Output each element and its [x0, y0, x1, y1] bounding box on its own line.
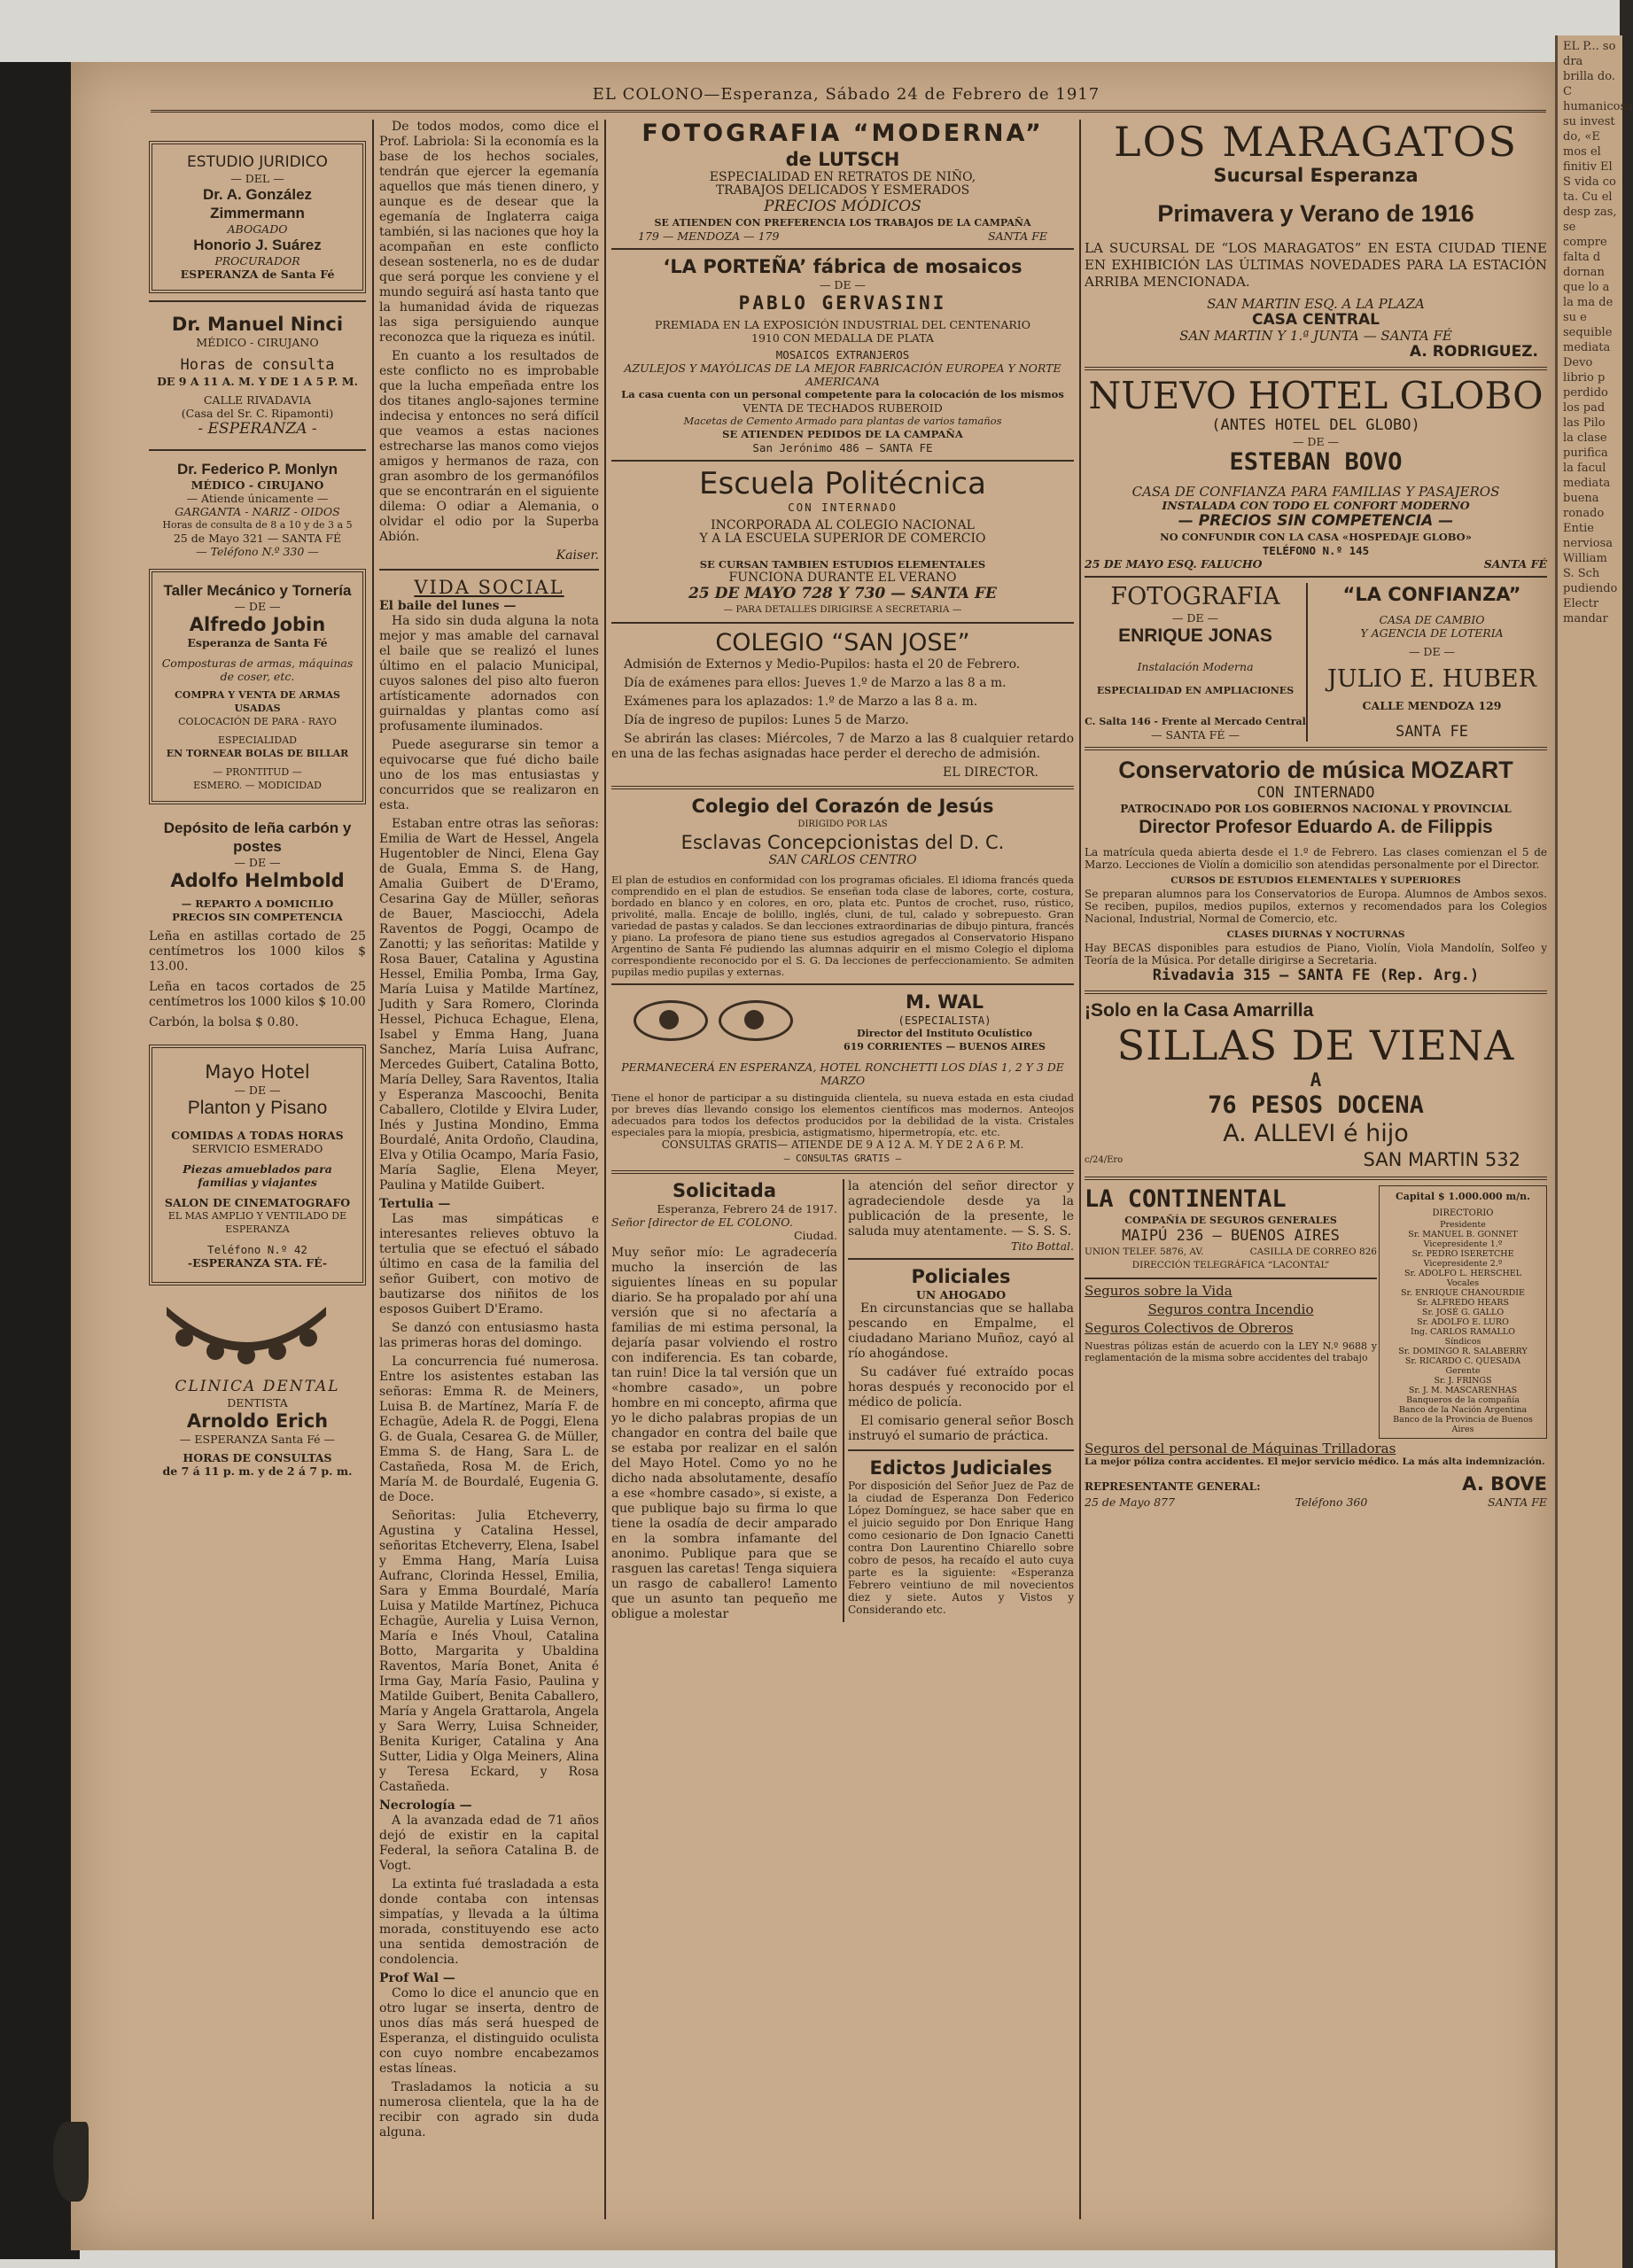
board-member: Sr. ENRIQUE CHANOURDIE: [1401, 1288, 1525, 1298]
board-member: Sr. ADOLFO L. HERSCHEL: [1404, 1269, 1522, 1278]
ad-text: TRABAJOS DELICADOS Y ESMERADOS: [715, 183, 970, 198]
ad-body: El plan de estudios en conformidad con los programas oficiales. El idioma francés queda comprendido en el plan de estudios. Se enseñan toda clase de labores, corte, costura, bordado en blanco y en colores, en oro, plata etc. Puntos de crochet, ruso, rústico, privolité, malla. Encaje de bolillo, inglés, cluni, de tul, calado y sobrepuesto. Gran variedad de pastas y calados. Se dan lecciones extraordinarias de dibujo pintura, francés y piano. La profesora de piano tiene sus estudios agregados al Conservatorio Hispano Argentino de Santa Fé pudiendo las alumnas adquirir en el mismo Colegio el diploma correspondiente reconocido por el S. G. Da lecciones de perfeccionamiento. Se admiten pupilas medio pupilas y externas.: [611, 874, 1074, 978]
ad-text: MÉDICO - CIRUJANO: [196, 336, 319, 349]
ad-los-maragatos: [1085, 120, 1547, 361]
ad-text: Seguros del personal de Máquinas Trilladoras: [1085, 1441, 1396, 1456]
section-title: Policiales: [911, 1266, 1011, 1287]
ad-name: Esclavas Concepcionistas del D. C.: [680, 832, 1005, 853]
ad-title: LOS MARAGATOS: [1114, 118, 1518, 166]
ad-text: Teléfono N.º 42: [207, 1243, 307, 1256]
ad-text: CASILLA DE CORREO 826: [1249, 1247, 1377, 1257]
separator: [1085, 576, 1547, 578]
ad-text: DIRECCIÓN TELEGRÁFICA “LACONTAL”: [1131, 1260, 1330, 1270]
article-date: Esperanza, Febrero 24 de 1917.: [657, 1202, 837, 1216]
subhead: Prof Wal —: [379, 1971, 455, 1985]
ad-name: de LUTSCH: [785, 149, 900, 170]
column-4: [1085, 120, 1547, 1509]
adjacent-page-text: EL P... so dra brilla do. C humanicosa su invest do, «E mos el finitiv El S vida co ta. Cu el desp zas, se compre falta d dornan que lo a la ma de su e sequible mediata Devo librio p perdido los pad las Pilo la clase purifica la facul mediata buena ronado Entie nerviosa William S. Sch pudiendo Electr mandar: [1563, 40, 1633, 625]
column-rule: [372, 120, 374, 2219]
ad-text: PROCURADOR: [214, 254, 300, 268]
ad-text: ESPECIALIDAD EN RETRATOS DE NIÑO,: [709, 170, 976, 184]
ad-title: SILLAS DE VIENA: [1116, 1021, 1515, 1069]
ad-text: de 7 á 11 p. m. y de 2 á 7 p. m.: [162, 1464, 353, 1478]
ad-text: Y AGENCIA DE LOTERIA: [1360, 626, 1504, 640]
board-member: Sr. PEDRO ISERETCHE: [1411, 1249, 1514, 1259]
ad-text: CALLE RIVADAVIA: [203, 393, 312, 407]
ad-name: Arnoldo Erich: [186, 1410, 329, 1432]
ad-text: DIRIGIDO POR LAS: [797, 819, 888, 829]
separator: [149, 300, 366, 302]
ad-text: (ANTES HOTEL DEL GLOBO): [1211, 416, 1420, 434]
ad-text: — DE —: [1171, 611, 1219, 625]
ad-body: Nuestras pólizas están de acuerdo con la LEY N.º 9688 y reglamentación de la misma sobre accidentes del trabajo: [1085, 1340, 1377, 1363]
ad-mayo-hotel: [149, 1045, 366, 1285]
article-text: [379, 120, 599, 563]
board-member: Banqueros de la compañía: [1406, 1395, 1520, 1405]
paragraph: Estaban entre otras las señoras: Emilia de Wart de Hessel, Angela Hugentobler de Ninci, Elena Gay de Guala, Emma S. de Hang, Amalia Guibert de D'Eramo, Cesarina Gay de Müller, señoras de Bauer, Masciocchi, Adela Raventos de Poggi, Ocampo de Zanotti; y las señoritas: Matilde y Rosa Bauer, Catalina y Agustina Hessel, Emilia Pomba, Irma Gay, María Luisa y Matilde Martínez, Judith y Sara Romero, Clorinda Hessel, Pichuca Echague, Elena, Isabel y Emma Hang, Juana Sanchez, María Luisa Aufranc, Mercedes Guibert, Catalina Botto, María Delley, Sara Raventos, Italia y Esperanza Mascoochi, Benita Caballero, Clotilde y Elvira Luder, Inés y Justina Mondino, Emma Bourdalé, Anita Ordoño, Claudina, Elva y Otilia Ocampo, María Fasio, María Saglie, Elena Meyer, Paulina y Matilde Guibert.: [379, 817, 599, 1192]
separator: [611, 248, 1074, 250]
signature: EL DIRECTOR.: [942, 765, 1038, 780]
ad-text: — DE —: [1292, 435, 1340, 448]
separator: [1085, 990, 1547, 994]
ad-title: Taller Mecánico y Tornería: [163, 582, 352, 599]
ad-text: 76 PESOS DOCENA: [1208, 1091, 1424, 1119]
column-2: [379, 120, 599, 2144]
article-text: Ciudad.: [793, 1229, 837, 1242]
vida-social-text: [379, 599, 599, 2140]
ad-text: Primavera y Verano de 1916: [1157, 200, 1474, 227]
ad-text: Carbón, la bolsa $ 0.80.: [149, 1015, 299, 1029]
ad-body: Hay BECAS disponibles para estudios de Piano, Violín, Viola Mandolín, Solfeo y Teoría de la Música. Por detalle dirigirse a Secretaria.: [1085, 942, 1547, 967]
ad-text: — DE —: [234, 856, 281, 869]
separator: [611, 983, 1074, 985]
ad-address: MAIPÚ 236 — BUENOS AIRES: [1122, 1227, 1340, 1245]
ad-text: Horas de consulta de 8 a 10 y de 3 a 5: [162, 519, 353, 531]
ad-fotografia-moderna: [611, 120, 1074, 243]
bottom-articles: [611, 1179, 1074, 1622]
ad-city: SANTA FÉ: [1483, 557, 1547, 571]
ad-note: c/24/Ero: [1085, 1154, 1124, 1165]
section-title: VIDA SOCIAL: [414, 577, 564, 598]
board-member: Sr. MANUEL B. GONNET: [1408, 1230, 1518, 1239]
ad-text: — Atiende únicamente —: [186, 492, 329, 505]
ad-name: Honorio J. Suárez: [193, 237, 322, 253]
board-member: Banco de la Nación Argentina: [1398, 1405, 1528, 1415]
separator: [379, 569, 599, 571]
ad-body: LA SUCURSAL DE “LOS MARAGATOS” EN ESTA CIUDAD TIENE EN EXHIBICIÓN LAS ÚLTIMAS NOVEDADES PARA LA ESTACIÓN ARRIBA MENCIONADA.: [1085, 240, 1547, 290]
right-articles: [848, 1179, 1074, 1616]
ad-text: PREMIADA EN LA EXPOSICIÓN INDUSTRIAL DEL CENTENARIO 1910 CON MEDALLA DE PLATA: [655, 318, 1030, 345]
ad-address: 25 de Mayo 877: [1085, 1495, 1175, 1509]
ad-estudio-juridico: [149, 141, 366, 293]
ad-title: LA CONTINENTAL: [1085, 1185, 1287, 1213]
ad-text: ESPECIALIDAD EN AMPLIACIONES: [1096, 685, 1295, 696]
ad-text: CASA CENTRAL: [1252, 311, 1380, 329]
board-member: Sr. ALFREDO HEARS: [1416, 1298, 1510, 1308]
ad-text: — DE —: [819, 278, 867, 291]
ad-text: ¡Solo en la Casa Amarrilla: [1085, 1000, 1314, 1021]
ad-text: SE CURSAN TAMBIEN ESTUDIOS ELEMENTALES: [699, 558, 986, 571]
paragraph: Día de ingreso de pupilos: Lunes 5 de Marzo.: [624, 713, 909, 727]
ad-casa-amarilla: [1085, 999, 1547, 1171]
ad-body: La matrícula queda abierta desde el 1.º de Febrero. Las clases comienzan el 5 de Marzo. Lecciones de Violín a domicilio son atendidas personalmente por el Director.: [1085, 846, 1547, 871]
ad-name: A. ALLEVI é hijo: [1223, 1120, 1409, 1147]
separator: [611, 786, 1074, 789]
paragraph: Como lo dice el anuncio que en otro lugar se inserta, dentro de unos días más será huesped de Esperanza, el distinguido oculista con cuyo nombre encabezamos estas líneas.: [379, 1986, 599, 2076]
ad-text: CON INTERNADO: [788, 501, 898, 514]
ad-text: La casa cuenta con un personal competente para la colocación de los mismos: [621, 388, 1064, 400]
ad-text: PRECIOS MÓDICOS: [764, 198, 921, 215]
torn-page-corner: [53, 2122, 89, 2202]
column-3: [611, 120, 1074, 1622]
separator: [611, 1170, 1074, 1174]
ad-text: MÉDICO - CIRUJANO: [191, 478, 324, 492]
eye-icon: [634, 1000, 708, 1041]
board-member: Sr. J. M. MASCARENHAS: [1408, 1386, 1518, 1395]
ad-text: PRECIOS SIN COMPETENCIA: [172, 911, 343, 923]
ad-text: CONSULTAS GRATIS— ATIENDE DE 9 A 12 A. M. Y DE 2 A 6 P. M.: [661, 1138, 1024, 1151]
subhead: UN AHOGADO: [915, 1288, 1007, 1301]
adjacent-page-edge: [1555, 35, 1633, 2268]
ad-text: HORAS DE CONSULTAS: [183, 1451, 332, 1464]
ad-text: — REPARTO A DOMICILIO: [181, 897, 334, 910]
board-list: [1383, 1220, 1543, 1434]
separator: [848, 1449, 1074, 1451]
ad-text: La mejor póliza contra accidentes. El mejor servicio médico. La más alta indemnización.: [1085, 1456, 1545, 1467]
ad-text: — DEL —: [230, 172, 284, 185]
board-member: Presidente: [1440, 1220, 1486, 1230]
ad-name: Alfredo Jobin: [189, 614, 326, 635]
ad-text: (ESPECIALISTA): [898, 1014, 991, 1027]
ad-body: Se preparan alumnos para los Conservatorios de Europa. Alumnos de Ambos sexos. Se reciben, pupilos, medios pupilos, externos y recomendados para los Colegios Nacional, Industrial, Normal de Comercio, etc.: [1085, 888, 1547, 925]
paragraph: Se abrirán las clases: Miércoles, 7 de Marzo a las 8 cualquier retardo en una de las fechas asignadas hace perder el derecho de admisión.: [611, 732, 1074, 761]
ad-title: Conservatorio de música MOZART: [1118, 757, 1513, 783]
signature: Tito Bottal.: [1010, 1239, 1074, 1253]
ad-text: COLOCACIÓN DE PARA - RAYO: [178, 716, 337, 727]
board-member: Sr. ADOLFO E. LURO: [1417, 1317, 1509, 1327]
ad-text: CURSOS DE ESTUDIOS ELEMENTALES Y SUPERIORES: [1170, 875, 1461, 886]
paragraph: Señoritas: Julia Etcheverry, Agustina y Catalina Hessel, señoritas Etcheverry, Elena, Isabel y Emma Hang, María Luisa Aufranc, Clorinda Hessel, Emilia, Sara y Emma Bourdalé, María Luisa y Matilde Martínez, Pichuca Echagüe, Aurelia y Luisa Vernon, María e Inés Vhoul, Catalina Botto, Margarita y Ubaldina Raventos, María Bonet, Anita é Irma Gay, María Fasio, Paulina y Matilde Guibert, Benita Caballero, María y Angela Grattarola, Angela y Sara Werry, Luisa Schneider, Benita Kuriger, Catalina y Ana Sutter, Lidia y Olga Meiners, Alina y Teresa Eckard, y Rosa Castañeda.: [379, 1509, 599, 1794]
ad-text: — ESPERANZA Santa Fé —: [179, 1433, 336, 1446]
signature: Kaiser.: [556, 548, 599, 563]
ad-text: DIRECTORIO: [1432, 1208, 1494, 1218]
ad-body: Tiene el honor de participar a su distinguida clientela, su nueva estada en esta ciudad por breves días llevando consigo los elementos científicos mas modernos. Anteojos adecuados para todos los defectos producidos por la debilidad de la vista. Cristales especiales para la miopía, presbicia, astigmatismo, hipermetropía, etc. etc.: [611, 1091, 1074, 1138]
ad-name: A. BOVE: [1462, 1473, 1547, 1495]
ad-text: ESMERO. — MODICIDAD: [193, 780, 322, 791]
article-body: la atención del señor director y agradeciendole desde ya la publicación de la presente, le saluda muy atentamente. — S. S. S.: [848, 1179, 1074, 1239]
ad-colegio-san-jose: [611, 629, 1074, 781]
ad-name: Dr. Federico P. Monlyn: [176, 461, 338, 478]
ads-jonas-confianza: [1085, 583, 1547, 742]
paragraph: Se danzó con entusiasmo hasta las primeras horas del domingo.: [379, 1321, 599, 1350]
ad-address: 25 DE MAYO ESQ. FALUCHO: [1085, 557, 1263, 571]
ad-text: CON INTERNADO: [1256, 784, 1375, 802]
article-text: Señor [director de EL COLONO.: [611, 1216, 793, 1229]
separator: [1085, 1278, 1377, 1279]
paragraph: Ha sido sin duda alguna la nota mejor y mas amable del carnaval el baile que se realizó el lunes último en el palacio Municipal, cuyos salones del piso alto fueron artísticamente adornados con guirnaldas y plantas como así profusamente iluminados.: [379, 614, 599, 734]
ad-text: Director Profesor Eduardo A. de Filippis: [1139, 817, 1493, 837]
ad-m-wal: [611, 990, 1074, 1165]
paragraph: En circunstancias que se hallaba pescando en Empalme, el ciudadano Mariano Muñoz, cayó al río ahogándose.: [848, 1301, 1074, 1361]
ad-la-continental: [1085, 1185, 1547, 1509]
ad-address: SAN CARLOS CENTRO: [768, 853, 917, 867]
board-member: Sr. DOMINGO R. SALABERRY: [1398, 1347, 1528, 1356]
ad-text: Teléfono 360: [1295, 1495, 1368, 1509]
paragraph: Puede asegurarse sin temor a equivocarse que fué dicho baile uno de los mas entusiastas y concurridos que se realizaron en esta.: [379, 738, 599, 812]
ad-ninci: [149, 307, 366, 444]
ad-text: ABOGADO: [227, 222, 288, 236]
ad-lena-helmbold: [149, 812, 366, 1037]
ad-text: VENTA DE TECHADOS RUBEROID: [743, 401, 943, 415]
paragraph: De todos modos, como dice el Prof. Labriola: Si la economía es la base de los hechos sociales, tendrán que ejercer la egemanía aquellos que más tienen dinero, y aunque es de desear que la egemanía de Inglaterra caiga también, si las naciones que hoy la acompañan en este conflicto desean sostenerla, no es de dudar que será porque les conviene y el mundo seguirá así hasta tanto que la humanidad ávida de riquezas las siga persiguiendo aunque reconozca que la riqueza es inútil.: [379, 120, 599, 345]
ad-name: Adolfo Helmbold: [170, 870, 345, 891]
board-member: Síndicos: [1444, 1337, 1481, 1347]
ad-text: — CONSULTAS GRATIS —: [783, 1153, 902, 1164]
ad-text: Director del Instituto Oculístico: [857, 1028, 1032, 1039]
subhead: Necrología —: [379, 1798, 472, 1813]
ad-text: INSTALADA CON TODO EL CONFORT MODERNO: [1162, 499, 1470, 512]
ad-la-confianza: [1317, 583, 1547, 742]
ad-text: 25 de Mayo 321 — SANTA FÉ: [173, 532, 342, 545]
ad-text: TELÉFONO N.º 145: [1262, 544, 1370, 557]
article-body: Por disposición del Señor Juez de Paz de la ciudad de Esperanza Don Federico López Domínguez, se hace saber que en el juicio seguido por Don Enrique Hang como cesionario de Don Ignacio Canetti contra Don Laurentino Chiarello sobre cobro de pesos, ha recaído el auto cuya parte es la siguiente: «Esperanza Febrero veintiuno de mil novecientos diez y siete. Autos y Vistos y Considerando etc.: [848, 1480, 1074, 1616]
ad-text: — PARA DETALLES DIRIGIRSE A SECRETARIA —: [723, 604, 962, 615]
ad-name: Dr. Manuel Ninci: [171, 314, 344, 335]
paragraph: Admisión de Externos y Medio-Pupilos: hasta el 20 de Febrero.: [624, 657, 1021, 672]
ad-text: GARGANTA - NARIZ - OIDOS: [175, 505, 340, 518]
ad-text: Composturas de armas, máquinas de coser, etc.: [161, 656, 354, 683]
separator: [1085, 367, 1547, 370]
ad-title: FOTOGRAFIA: [1110, 583, 1280, 610]
ad-text: SERVICIO ESMERADO: [191, 1142, 323, 1155]
paragraph: La extinta fué trasladada a esta donde contaba con intensas simpatías, y llevada a la última morada, constituyendo ese acto una sentida demostración de condolencia.: [379, 1877, 599, 1967]
board-member: Ing. CARLOS RAMALLO: [1411, 1327, 1515, 1337]
ad-conservatorio-mozart: [1085, 756, 1547, 985]
separator: [149, 449, 366, 451]
ad-text: EN TORNEAR BOLAS DE BILLAR: [166, 748, 349, 759]
ad-title: M. WAL: [905, 991, 984, 1013]
column-rule: [1079, 120, 1081, 2219]
ad-text: Seguros Colectivos de Obreros: [1085, 1320, 1294, 1336]
ad-text: — DE —: [1408, 645, 1456, 658]
ad-title: CLINICA DENTAL: [175, 1378, 340, 1395]
ad-title: Colegio del Corazón de Jesús: [691, 796, 994, 817]
ad-text: — DE —: [234, 1084, 281, 1097]
column-1: [149, 120, 366, 1478]
article-body: Muy señor mío: Le agradecería mucho la inserción de las siguientes líneas en su popular diario. Se ha propalado por ahí una versión que si no afectaría a familias de mi estima personal, la dejaría pasar volviendo el rostro con indiferencia. Es tan cobarde, tan ruin! Dice la tal versión que un «hombre casado», un pobre hombre en mi concepto, afirma que yo le dicho palabras propias de un changador en contra del baile que se estaba por realizar en el salón del Mayo Hotel. Como yo no he dicho nada absolutamente, desafío a ese «hombre casado», si existe, a que publique bajo su firma lo que tiene la osadía de decir amparado en la sombra infamante del anonimo. Publique para que se rasguen las caretas! Tenga siquiera un rasgo de caballero! Lamento que un asunto tan pequeño me obligue a molestar: [611, 1246, 837, 1621]
subhead: Tertulia —: [379, 1197, 451, 1211]
ad-address: CALLE MENDOZA 129: [1362, 699, 1502, 712]
board-member: Vicepresidente 2.º: [1423, 1259, 1503, 1269]
ad-text: COMIDAS A TODAS HORAS: [171, 1129, 344, 1142]
ad-title: Depósito de leña carbón y postes: [163, 819, 352, 855]
ad-taller-jobin: [149, 569, 366, 804]
ad-text: — Teléfono N.º 330 —: [196, 545, 319, 558]
board-member: Sr. JOSÉ G. GALLO: [1421, 1308, 1505, 1317]
header-rule: [151, 110, 1546, 113]
ad-monlyn: [149, 456, 366, 562]
ad-text: Horas de consulta: [180, 356, 335, 374]
ad-text: Sucursal Esperanza: [1213, 165, 1419, 186]
ad-text: SAN MARTIN ESQ. A LA PLAZA: [1207, 296, 1425, 312]
ad-text: — PRONTITUD —: [213, 766, 302, 778]
ad-title: ‘LA PORTEÑA’ fábrica de mosaicos: [663, 256, 1023, 277]
ad-name: Planton y Pisano: [187, 1098, 328, 1118]
ad-text: COMPRA Y VENTA DE ARMAS USADAS: [175, 689, 340, 714]
ad-enrique-jonas: [1085, 583, 1308, 742]
ad-title: COLEGIO “SAN JOSE”: [715, 629, 970, 656]
ad-text: COMPAÑÍA DE SEGUROS GENERALES: [1124, 1215, 1337, 1226]
board-member: Vicepresidente 1.º: [1423, 1239, 1503, 1249]
ad-name: ESTEBAN BOVO: [1229, 448, 1403, 476]
ad-text: 619 CORRIENTES — BUENOS AIRES: [843, 1041, 1046, 1052]
board-member: Banco de la Provincia de Buenos Aires: [1393, 1415, 1533, 1434]
paragraph: Su cadáver fué extraído pocas horas después y reconocido por el médico de policía.: [848, 1365, 1074, 1410]
solicitada-article: [611, 1179, 844, 1622]
ad-text: MOSAICOS EXTRANJEROS: [775, 348, 910, 361]
ad-name: ENRIQUE JONAS: [1118, 625, 1272, 646]
eye-icon: [719, 1000, 793, 1041]
ad-address: San Jerónimo 486 — SANTA FE: [752, 441, 933, 454]
ad-text: — DE —: [234, 600, 281, 613]
ad-text: Macetas de Cemento Armado para plantas de varios tamaños: [683, 415, 1002, 427]
ad-text: UNION TELEF. 5876, AV.: [1085, 1247, 1204, 1257]
ad-text: SALON DE CINEMATOGRAFO: [164, 1196, 351, 1209]
paragraph: A la avanzada edad de 71 años dejó de existir en la capital Federal, la señora Catalina B. de Vogt.: [379, 1814, 599, 1873]
ad-text: Seguros sobre la Vida: [1085, 1283, 1233, 1299]
book-binding: [0, 62, 80, 2259]
ad-name: JULIO E. HUBER: [1327, 665, 1536, 693]
ad-address: C. Salta 146 - Frente al Mercado Central: [1085, 716, 1306, 727]
ad-title: FOTOGRAFIA “MODERNA”: [642, 120, 1044, 147]
ad-text: SE ATIENDEN PEDIDOS DE LA CAMPAÑA: [722, 428, 963, 440]
ad-text: CASA DE CAMBIO: [1379, 613, 1485, 626]
ad-title: ESTUDIO JURIDICO: [187, 153, 328, 171]
board-member: Sr. RICARDO C. QUESADA: [1404, 1356, 1521, 1366]
eyes-illustration: [611, 1000, 815, 1045]
ad-city: SANTA FE: [988, 229, 1047, 243]
ad-text: CLASES DIURNAS Y NOCTURNAS: [1226, 929, 1405, 940]
paragraph: Trasladamos la noticia a su numerosa clientela, que la ha de recibir con agrado sin duda alguna.: [379, 2080, 599, 2140]
ad-text: Seguros contra Incendio: [1147, 1301, 1314, 1317]
ad-text: Leña en tacos cortados de 25 centímetros los 1000 kilos $ 10.00: [149, 980, 366, 1009]
ad-text: AZULEJOS Y MAYÓLICAS DE LA MEJOR FABRICACIÓN EUROPEA Y NORTE AMERICANA: [624, 361, 1061, 388]
subhead: El baile del lunes —: [379, 599, 517, 613]
ad-name: Dr. A. González Zimmermann: [202, 186, 313, 221]
ad-text: SAN MARTIN Y 1.ª JUNTA — SANTA FÉ: [1179, 328, 1452, 344]
ad-text: ESPERANZA de Santa Fé: [180, 268, 335, 281]
ad-title: “LA CONFIANZA”: [1342, 584, 1521, 605]
separator: [1085, 1177, 1547, 1180]
ad-text: A: [1310, 1069, 1322, 1091]
paragraph: Día de exámenes para ellos: Jueves 1.º de Marzo a las 8 a m.: [624, 676, 1007, 690]
ad-text: FUNCIONA DURANTE EL VERANO: [728, 571, 957, 585]
ad-text: NO CONFUNDIR CON LA CASA «HOSPEDAJE GLOBO»: [1160, 531, 1472, 543]
paragraph: Exámenes para los aplazados: 1.º de Marzo a las 8 a. m.: [624, 695, 978, 709]
ad-name: PABLO GERVASINI: [738, 292, 947, 314]
separator: [1085, 747, 1547, 750]
page-header: EL COLONO—Esperanza, Sábado 24 de Febrero de 1917: [592, 85, 1100, 104]
ad-text: (Casa del Sr. C. Ripamonti): [181, 407, 334, 420]
paragraph: En cuanto a los resultados de este conflicto no es improbable que la lucha empeñada entre los dos titanes anglo-sajones termine indecisa y entonces no será difícil que veamos a estas naciones estrecharse las manos como viejos amigos y hermanos de raza, con gran asombro de los germanófilos que se encontrarán en el siguiente dilema: O odiar a Alemania, o olvidar el odio por la Superba Abión.: [379, 349, 599, 544]
ad-text: INCORPORADA AL COLEGIO NACIONAL: [711, 518, 975, 532]
ad-text: SE ATIENDEN CON PREFERENCIA LOS TRABAJOS DE LA CAMPAÑA: [654, 217, 1031, 229]
board-member: Gerente: [1445, 1366, 1481, 1376]
section-title: Edictos Judiciales: [869, 1457, 1053, 1479]
ad-address: SAN MARTIN 532: [1363, 1149, 1520, 1170]
ad-hotel-globo: [1085, 376, 1547, 571]
column-rule: [604, 120, 606, 2219]
ad-text: EL MAS AMPLIO Y VENTILADO DE ESPERANZA: [167, 1210, 347, 1235]
ad-text: Instalación Moderna: [1137, 660, 1254, 673]
ad-city: — SANTA FÉ —: [1151, 728, 1240, 742]
ad-text: Piezas amueblados para familias y viajantes: [183, 1162, 332, 1189]
ad-clinica-dental: [149, 1378, 366, 1478]
ad-text: Esperanza de Santa Fé: [187, 636, 328, 649]
ad-colegio-corazon: [611, 795, 1074, 978]
ad-title: Mayo Hotel: [205, 1061, 310, 1083]
ad-text: Leña en astillas cortado de 25 centímetros los 1000 kilos $ 13.00.: [149, 929, 366, 974]
ad-text: ESPECIALIDAD: [218, 734, 297, 746]
ad-text: DENTISTA: [227, 1396, 288, 1410]
ad-text: DE 9 A 11 A. M. Y DE 1 A 5 P. M.: [157, 375, 358, 388]
paragraph: El comisario general señor Bosch instruyó el sumario de práctica.: [848, 1414, 1074, 1443]
section-title: Solicitada: [672, 1180, 776, 1201]
ad-text: PATROCINADO POR LOS GOBIERNOS NACIONAL Y PROVINCIAL: [1120, 803, 1512, 815]
ad-address: 179 — MENDOZA — 179: [638, 229, 780, 243]
ad-city: SANTA FE: [1488, 1495, 1547, 1509]
separator: [848, 1258, 1074, 1260]
ad-address: 25 DE MAYO 728 Y 730 — SANTA FE: [688, 585, 997, 602]
board-member: Sr. J. FRINGS: [1434, 1376, 1492, 1386]
ad-text: PERMANECERÁ EN ESPERANZA, HOTEL RONCHETTI LOS DÍAS 1, 2 Y 3 DE MARZO: [621, 1060, 1064, 1087]
ad-text: -ESPERANZA STA. FÉ-: [187, 1256, 328, 1270]
ad-text: CASA DE CONFIANZA PARA FAMILIAS Y PASAJEROS: [1131, 484, 1500, 500]
separator: [611, 622, 1074, 624]
board-member: Vocales: [1446, 1278, 1480, 1288]
ad-title: Escuela Politécnica: [699, 466, 986, 501]
ad-text: - ESPERANZA -: [198, 420, 317, 438]
dental-lamp-ornament-icon: [149, 1298, 344, 1369]
separator: [611, 460, 1074, 462]
ad-la-portena: [611, 255, 1074, 454]
ad-text: REPRESENTANTE GENERAL:: [1085, 1480, 1261, 1493]
paragraph: Las mas simpáticas e interesantes relieves obtuvo la tertulia que se efectuó el sábado último en casa de la familia del señor Guibert, con motivo de bautizarse dos niñitos de los esposos Guibert D'Eramo.: [379, 1212, 599, 1317]
signature: A. RODRIGUEZ.: [1409, 343, 1538, 361]
ad-title: NUEVO HOTEL GLOBO: [1088, 374, 1544, 417]
ad-text: — PRECIOS SIN COMPETENCIA —: [1178, 512, 1454, 530]
ad-address: Rivadavia 315 — SANTA FE (Rep. Arg.): [1152, 967, 1480, 984]
ad-text: Y A LA ESCUELA SUPERIOR DE COMERCIO: [699, 532, 986, 546]
ad-text: Capital $ 1.000.000 m/n.: [1395, 1191, 1530, 1202]
ad-escuela-politecnica: [611, 467, 1074, 617]
ad-city: SANTA FE: [1396, 723, 1468, 741]
paragraph: La concurrencia fué numerosa. Entre los asistentes estaban las señoras: Emma R. de Meiners, Luisa B. de Martínez, María F. de Echagüe, Adela R. de Poggi, Elena G. de Guala, Cesarea G. de Müller, Emma S. de Hang, Sara L. de Castañeda, Rosa M. de Erich, María M. de Bourdalé, Eugenia G. de Doce.: [379, 1355, 599, 1504]
directorio-box: [1379, 1185, 1547, 1439]
